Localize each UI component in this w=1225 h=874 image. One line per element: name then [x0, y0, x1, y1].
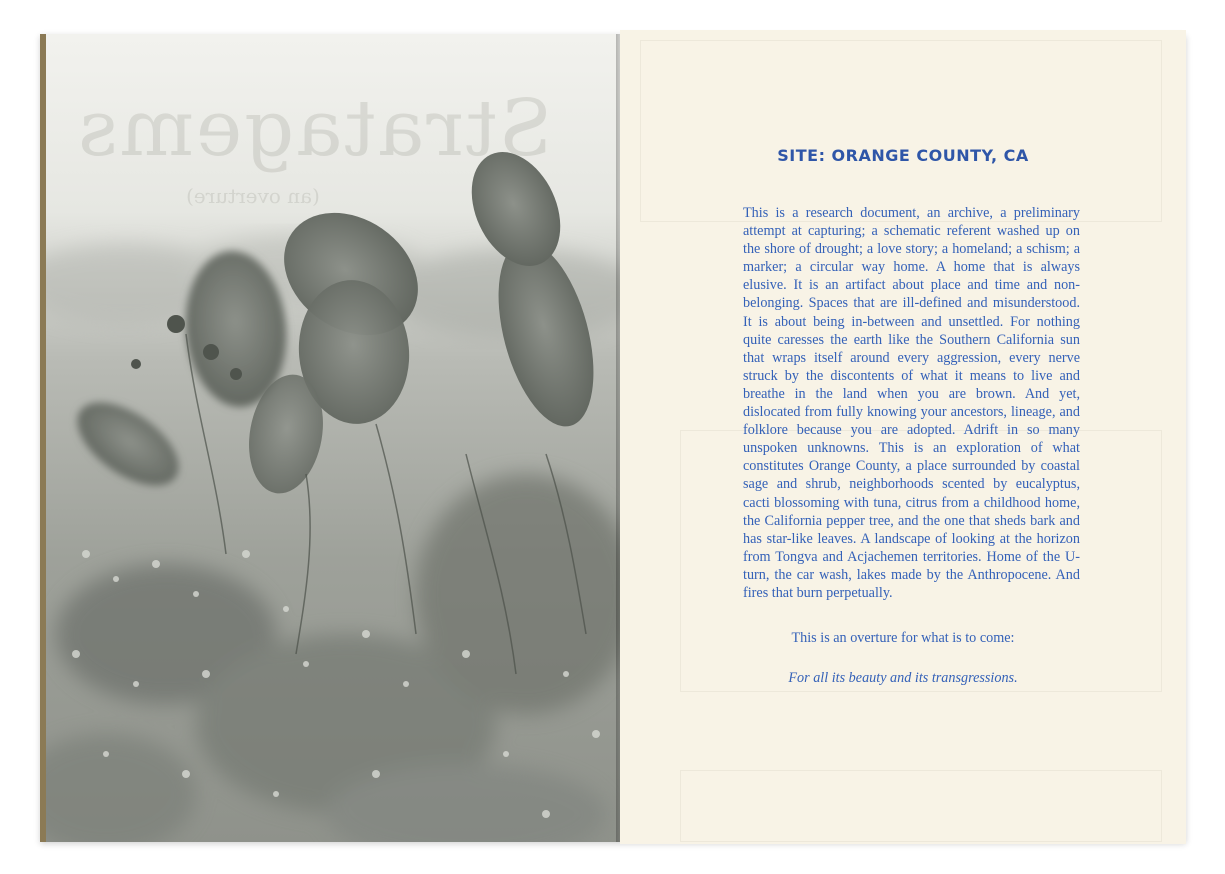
show-through-frame — [640, 40, 1162, 222]
show-through-subtitle-text: (an overture) — [186, 184, 320, 208]
show-through-title-text: Stratagems — [76, 84, 553, 174]
left-page-photo — [40, 34, 620, 842]
show-through-frame — [680, 770, 1162, 842]
overture-line: This is an overture for what is to come: — [791, 630, 1015, 646]
book-spread — [40, 34, 1186, 842]
right-page — [620, 30, 1186, 844]
body-paragraph: This is a research document, an archive, a preliminary attempt at capturing; a schematic referent washed up on the shore of drought; a love story; a homeland; a schism; a marker; a circular way home. A home that is always elusive. It is an artifact about place and time and non-belonging. Spaces that are ill-defined and misunderstood. It is about being in-between and unsettled. For nothing quite caresses the earth like the Southern California sun that wraps itself around every aggression, every nerve struck by the discontents of what it means to live and breathe in the land when you are brown. And yet, dislocated from fully knowing your ancestors, lineage, and folklore because you are adopted. Adrift in so many unspoken unknowns. This is an exploration of what constitutes Orange County, a place surrounded by coastal sage and shrub, neighborhoods scented by eucalyptus, cacti blossoming with tuna, citrus from a childhood home, the California pepper tree, and the one that sheds bark and has star-like leaves. A landscape of looking at the horizon from Tongva and Acjachemen territories. Home of the U-turn, the car wash, lakes made by the Anthropocene. And fires that burn perpetually. — [743, 205, 1080, 601]
page-heading: SITE: ORANGE COUNTY, CA — [777, 146, 1029, 165]
closing-line: For all its beauty and its transgressions. — [788, 670, 1018, 686]
